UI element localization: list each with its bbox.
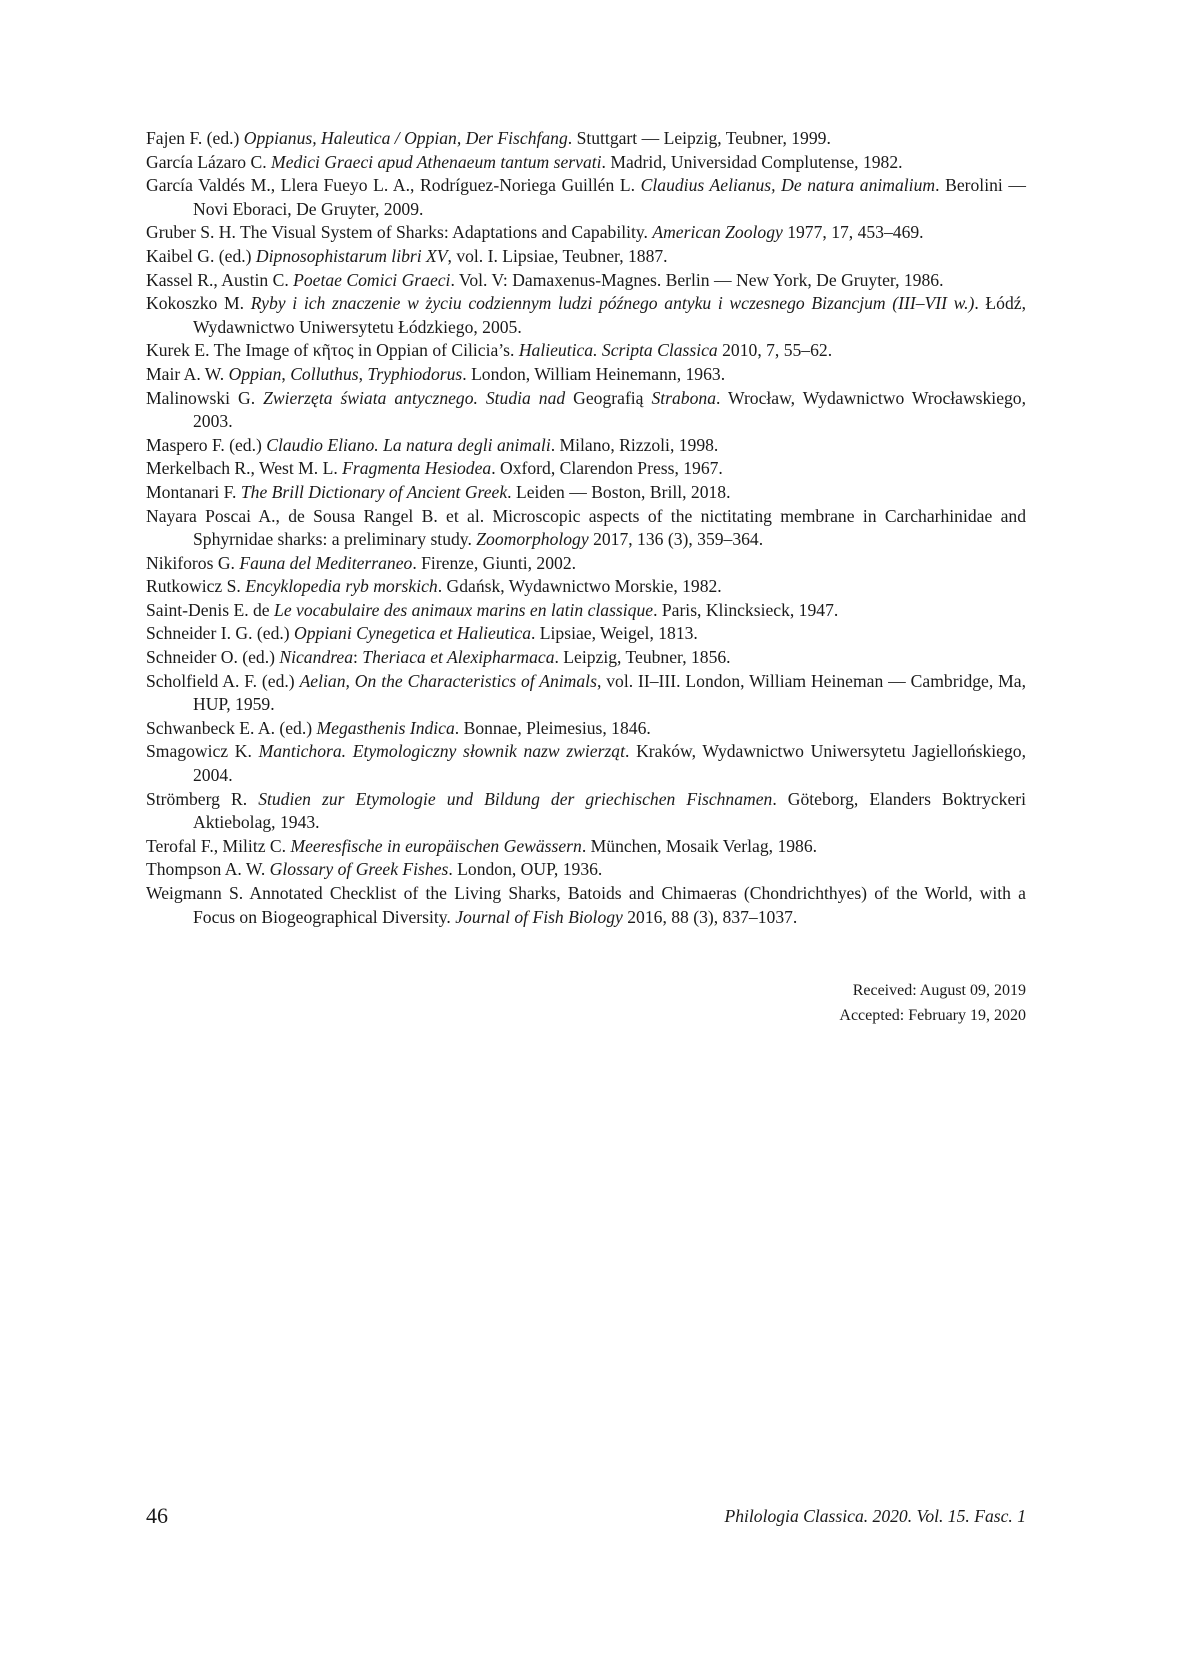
reference-title: Colluthus	[290, 363, 359, 384]
reference-title: Encyklopedia ryb morskich	[245, 576, 438, 597]
received-date: Received: August 09, 2019	[852, 982, 1026, 999]
reference-title: American Zoology	[652, 222, 783, 243]
article-dates	[839, 979, 1026, 1028]
reference-title: Mantichora. Etymologiczny słownik nazw zwierząt	[258, 741, 625, 762]
reference-text: 2016, 88 (3), 837–1037.	[622, 906, 798, 927]
reference-text: . Paris, Klincksieck, 1947.	[653, 599, 839, 620]
reference-text: . Madrid, Universidad Complutense, 1982.	[601, 151, 903, 172]
reference-text: . Stuttgart — Leipzig, Teubner, 1999.	[567, 128, 831, 148]
reference-text: Terofal F., Militz C.	[146, 835, 291, 856]
reference-entry	[146, 505, 1026, 552]
reference-text: Mair A. W.	[146, 363, 229, 384]
reference-text: Fajen F. (ed.)	[146, 128, 244, 148]
reference-text: , vol. II–III. London, William Heineman — Cambridge, Ma, HUP, 1959.	[193, 670, 1027, 715]
reference-entry	[146, 457, 1026, 481]
reference-entry	[146, 174, 1026, 221]
reference-text: Thompson A. W.	[146, 859, 270, 880]
reference-text: García Valdés M., Llera Fueyo L. A., Rodríguez-Noriega Guillén L.	[146, 175, 641, 196]
reference-text: . Bonnae, Pleimesius, 1846.	[454, 717, 651, 738]
reference-text: Weigmann S. Annotated Checklist of the Living Sharks, Batoids and Chimaeras (Chondrichthyes) of the World, with a Focus on Biogeographical Diversity.	[146, 883, 1026, 927]
reference-title: Oppiani Cynegetica et Halieutica	[294, 623, 531, 644]
reference-entry	[146, 221, 1026, 245]
reference-text: . Kraków, Wydawnictwo Uniwersytetu Jagiellońskiego, 2004.	[193, 741, 1026, 786]
reference-entry	[146, 717, 1026, 741]
reference-title: Halieutica. Scripta Classica	[518, 340, 718, 361]
reference-text: Merkelbach R., West M. L.	[146, 458, 343, 479]
reference-text: 2010, 7, 55–62.	[717, 340, 833, 361]
reference-title: Zoomorphology	[476, 529, 589, 550]
reference-entry	[146, 434, 1026, 458]
reference-title: Meeresfische in europäischen Gewässern	[290, 835, 582, 856]
reference-text: Montanari F.	[146, 481, 241, 502]
reference-text: . Wrocław, Wydawnictwo Wrocławskiego, 2003.	[193, 387, 1026, 432]
reference-entry	[146, 646, 1026, 670]
reference-title: Zwierzęta świata antycznego. Studia nad	[263, 387, 566, 408]
reference-title: Claudius Aelianus, De natura animalium	[640, 175, 936, 196]
reference-text: 2017, 136 (3), 359–364.	[588, 529, 764, 550]
reference-entry	[146, 599, 1026, 623]
reference-text: . London, OUP, 1936.	[448, 859, 603, 880]
reference-entry	[146, 245, 1026, 269]
reference-text: Kaibel G. (ed.)	[146, 245, 256, 266]
reference-title: Le vocabulaire des animaux marins en latin classique	[274, 599, 654, 620]
reference-text: . London, William Heinemann, 1963.	[462, 363, 726, 384]
reference-title: Ryby i ich znaczenie w życiu codziennym ludzi późnego antyku i wczesnego Bizancjum (III–VII w.)	[250, 293, 975, 314]
reference-entry	[146, 339, 1026, 363]
reference-text: . Łódź, Wydawnictwo Uniwersytetu Łódzkiego, 2005.	[193, 293, 1026, 337]
reference-entry	[146, 882, 1026, 929]
reference-text: Nayara Poscai A., de Sousa Rangel B. et al. Microscopic aspects of the nictitating membrane in Carcharhinidae and Sphyrnidae sharks: a preliminary study.	[146, 505, 1026, 550]
reference-text: Smagowicz K.	[146, 741, 259, 762]
reference-title: Aelian, On the Characteristics of Animals	[299, 670, 597, 691]
reference-text: ,	[281, 363, 291, 384]
reference-text: . Göteborg, Elanders Boktryckeri Aktiebolag, 1943.	[193, 788, 1026, 833]
accepted-date: Accepted: February 19, 2020	[839, 1006, 1026, 1024]
reference-text: Nikiforos G.	[146, 552, 240, 573]
reference-entry	[146, 575, 1026, 599]
reference-text: . Vol. V: Damaxenus-Magnes. Berlin — New York, De Gruyter, 1986.	[450, 269, 944, 290]
reference-entry	[146, 151, 1026, 175]
reference-text: . Milano, Rizzoli, 1998.	[550, 434, 719, 455]
reference-entry	[146, 127, 1026, 151]
reference-text: Malinowski G.	[146, 387, 264, 408]
reference-text: Gruber S. H. The Visual System of Sharks: Adaptations and Capability.	[146, 222, 653, 243]
reference-list	[146, 127, 1026, 929]
reference-text: . Leipzig, Teubner, 1856.	[554, 647, 731, 668]
reference-text: . Firenze, Giunti, 2002.	[412, 552, 577, 573]
reference-text: . Oxford, Clarendon Press, 1967.	[491, 458, 723, 479]
reference-title: Theriaca et Alexipharmaca	[362, 647, 555, 668]
reference-entry	[146, 740, 1026, 787]
reference-title: Fragmenta Hesiodea	[342, 458, 492, 479]
reference-text: :	[353, 647, 363, 668]
reference-title: Poetae Comici Graeci	[293, 269, 451, 290]
reference-entry	[146, 292, 1026, 339]
reference-title: Journal of Fish Biology	[455, 906, 623, 927]
reference-title: Medici Graeci apud Athenaeum tantum servati	[271, 151, 602, 172]
reference-text: . Gdańsk, Wydawnictwo Morskie, 1982.	[437, 576, 722, 597]
reference-text: 1977, 17, 453–469.	[782, 222, 924, 243]
reference-entry	[146, 835, 1026, 859]
reference-title: Strabona	[651, 387, 716, 408]
reference-title: Nicandrea	[279, 647, 353, 668]
reference-text: Schneider O. (ed.)	[146, 647, 280, 668]
reference-text: . Leiden — Boston, Brill, 2018.	[507, 481, 731, 502]
reference-text: García Lázaro C.	[146, 151, 272, 172]
reference-title: Dipnosophistarum libri XV	[255, 245, 448, 266]
reference-text: Rutkowicz S.	[146, 576, 246, 597]
reference-text: Kurek E. The Image of κῆτος in Oppian of Cilicia’s.	[146, 340, 519, 361]
reference-entry	[146, 622, 1026, 646]
reference-title: Claudio Eliano. La natura degli animali	[266, 434, 551, 455]
reference-entry	[146, 363, 1026, 387]
reference-text: . Berolini — Novi Eboraci, De Gruyter, 2009.	[193, 175, 1026, 219]
reference-title: Glossary of Greek Fishes	[269, 859, 449, 880]
reference-entry	[146, 858, 1026, 882]
reference-entry	[146, 481, 1026, 505]
reference-text: Maspero F. (ed.)	[146, 434, 267, 455]
reference-entry	[146, 788, 1026, 835]
reference-text: Saint-Denis E. de	[146, 599, 275, 620]
reference-text: Schneider I. G. (ed.)	[146, 623, 295, 644]
reference-entry	[146, 269, 1026, 293]
reference-text: . München, Mosaik Verlag, 1986.	[581, 835, 818, 856]
reference-text: ,	[358, 363, 368, 384]
reference-entry	[146, 387, 1026, 434]
reference-text: Kokoszko M.	[146, 293, 251, 314]
reference-entry	[146, 552, 1026, 576]
reference-title: Oppianus, Haleutica / Oppian, Der Fischfang	[243, 128, 568, 148]
reference-text: Strömberg R.	[146, 788, 259, 809]
journal-citation: Philologia Classica. 2020. Vol. 15. Fasc. 1	[724, 1506, 1026, 1526]
reference-title: Oppian	[228, 363, 282, 384]
reference-text: , vol. I. Lipsiae, Teubner, 1887.	[447, 245, 668, 266]
reference-text: Geografią	[565, 387, 652, 408]
reference-entry	[146, 670, 1026, 717]
reference-title: Tryphiodorus	[367, 363, 463, 384]
reference-title: Fauna del Mediterraneo	[239, 552, 413, 573]
reference-title: The Brill Dictionary of Ancient Greek	[240, 481, 508, 502]
reference-text: Kassel R., Austin C.	[146, 269, 294, 290]
page-number: 46	[146, 1503, 168, 1528]
reference-title: Megasthenis Indica	[316, 717, 455, 738]
reference-text: Schwanbeck E. A. (ed.)	[146, 717, 317, 738]
reference-text: Scholfield A. F. (ed.)	[146, 670, 300, 691]
reference-text: . Lipsiae, Weigel, 1813.	[531, 623, 698, 644]
reference-title: Studien zur Etymologie und Bildung der griechischen Fischnamen	[258, 788, 773, 809]
